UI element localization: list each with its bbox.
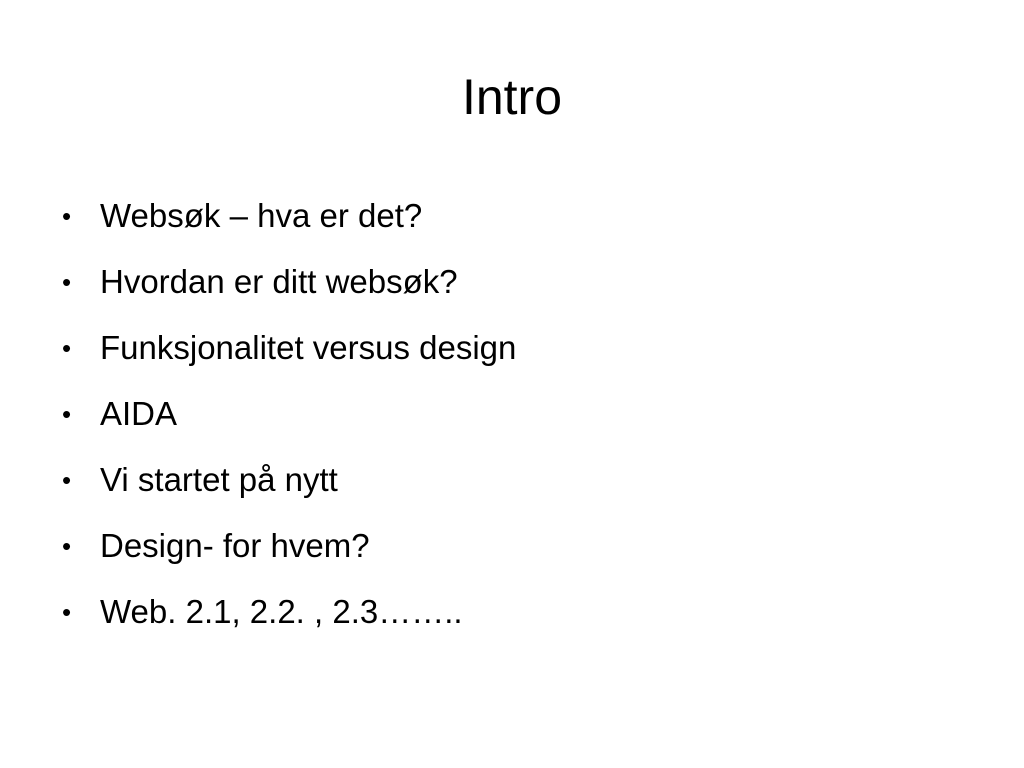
bullet-icon: •: [62, 597, 72, 627]
bullet-icon: •: [62, 267, 72, 297]
bullet-icon: •: [62, 399, 72, 429]
bullet-text: Websøk – hva er det?: [100, 197, 423, 234]
bullet-icon: •: [62, 201, 72, 231]
bullet-icon: •: [62, 333, 72, 363]
bullet-item: [62, 249, 516, 315]
bullet-icon: •: [62, 465, 72, 495]
bullet-text: Hvordan er ditt websøk?: [100, 263, 458, 300]
bullet-text: Vi startet på nytt: [100, 461, 338, 498]
bullet-icon: •: [62, 531, 72, 561]
bullet-item: [62, 513, 516, 579]
bullet-item: [62, 579, 516, 645]
bullet-item: [62, 183, 516, 249]
bullet-text: Design- for hvem?: [100, 527, 370, 564]
bullet-text: Web. 2.1, 2.2. , 2.3……..: [100, 593, 463, 630]
slide-title: Intro: [461, 69, 563, 125]
bullet-item: [62, 381, 516, 447]
bullet-text: Funksjonalitet versus design: [100, 329, 517, 366]
bullet-text: AIDA: [100, 395, 178, 432]
bullet-list: [62, 183, 516, 645]
bullet-item: [62, 315, 516, 381]
bullet-item: [62, 447, 516, 513]
